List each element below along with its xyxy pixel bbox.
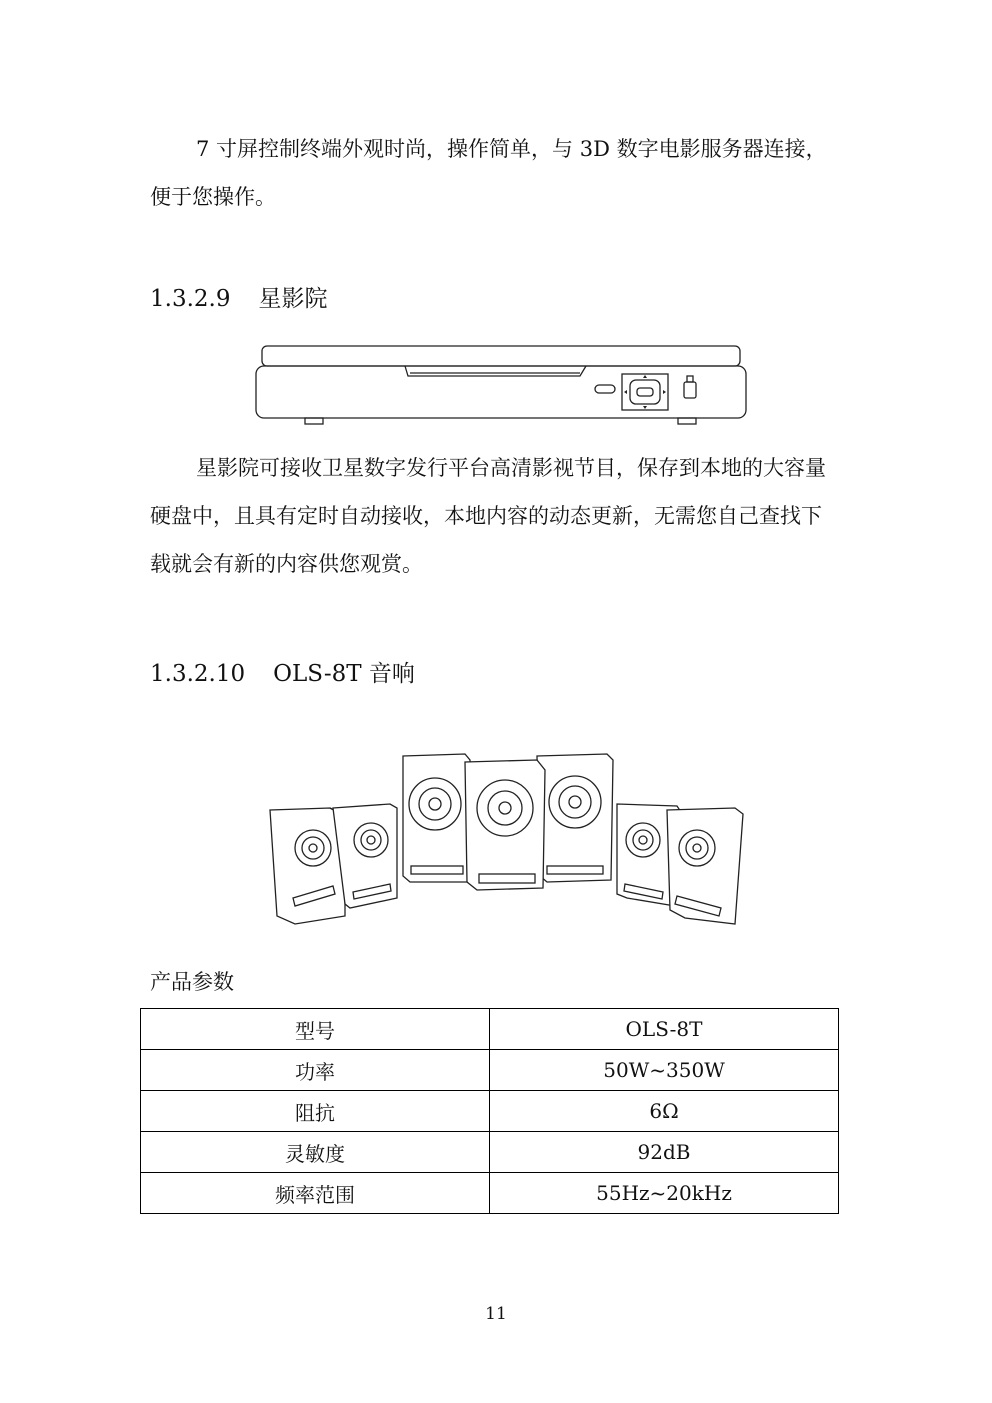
table-row — [141, 1173, 839, 1214]
spec-value: 50W~350W — [490, 1050, 839, 1091]
spec-caption: 产品参数 — [150, 970, 234, 994]
star-cinema-device-illustration — [250, 340, 750, 430]
section-heading-speakers — [150, 655, 415, 688]
intro-paragraph: 7 寸屏控制终端外观时尚，操作简单，与 3D 数字电影服务器连接，便于您操作。 — [150, 137, 827, 209]
spec-label: 功率 — [141, 1050, 490, 1091]
section-number: 1.3.2.10 — [150, 661, 246, 687]
section-heading-star-cinema — [150, 280, 327, 313]
table-row — [141, 1009, 839, 1050]
section-title: OLS-8T 音响 — [273, 661, 415, 687]
spec-value: 92dB — [490, 1132, 839, 1173]
spec-label: 频率范围 — [141, 1173, 490, 1214]
speaker-set-illustration — [265, 748, 750, 930]
section-number: 1.3.2.9 — [150, 286, 231, 312]
section-title: 星影院 — [258, 286, 328, 312]
star-cinema-description: 星影院可接收卫星数字发行平台高清影视节目，保存到本地的大容量硬盘中，且具有定时自动接收，本地内容的动态更新，无需您自己查找下载就会有新的内容供您观赏。 — [150, 456, 826, 576]
product-spec-table — [140, 1008, 839, 1214]
spec-label: 型号 — [141, 1009, 490, 1050]
spec-value: OLS-8T — [490, 1009, 839, 1050]
spec-label: 灵敏度 — [141, 1132, 490, 1173]
table-row — [141, 1132, 839, 1173]
spec-label: 阻抗 — [141, 1091, 490, 1132]
spec-value: 55Hz~20kHz — [490, 1173, 839, 1214]
spec-value: 6Ω — [490, 1091, 839, 1132]
table-row — [141, 1050, 839, 1091]
table-row — [141, 1091, 839, 1132]
page-number: 11 — [485, 1304, 507, 1324]
